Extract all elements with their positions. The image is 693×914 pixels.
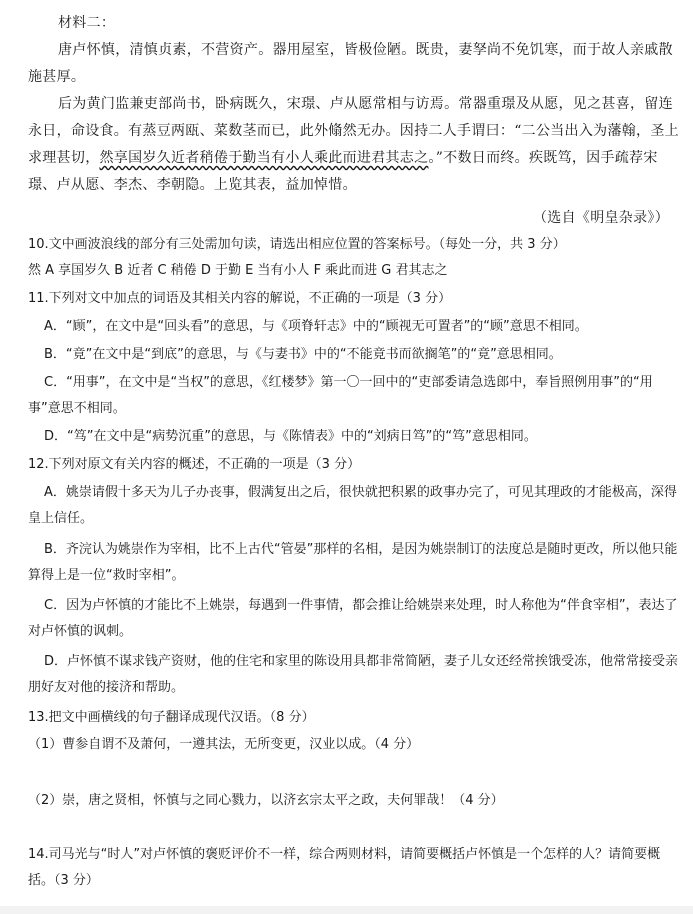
q13-stem: 13.把文中画横线的句子翻译成现代汉语。（8 分） bbox=[28, 710, 315, 725]
material-heading: 材料二： bbox=[58, 15, 116, 31]
material-paragraph-1: 唐卢怀慎，清慎贞素，不营资产。器用屋室，皆极俭陋。既贵，妻孥尚不免饥寒，而于故人亲戚散施甚厚。 bbox=[28, 42, 673, 85]
q11-stem: 11.下列对文中加点的词语及其相关内容的解说，不正确的一项是（3 分） bbox=[28, 291, 452, 306]
q11-option-a: A．“顾”，在文中是“回头看”的意思，与《项脊轩志》中的“顾视无可置者”的“顾”意思不相同。 bbox=[44, 319, 588, 334]
wavy-underlined-sentence: 然享国岁久近者稍倦于勤当有小人乘此而进君其志之 bbox=[99, 150, 429, 166]
page-bottom-edge bbox=[0, 906, 693, 914]
material-paragraph-2: 后为黄门监兼吏部尚书，卧病既久，宋璟、卢从愿常相与访焉。常器重璟及从愿，见之甚喜，留连永日，命设食。有蒸豆两瓯、菜数茎而已，此外翛然无办。因持二人手谓曰：“二公当出入为藩翰，圣上求理甚切，然享国岁久近者稍倦于勤当有小人乘此而进君其志之。”不数日而终。疾既笃，因手疏荐宋璟、卢从愿、李杰、李朝隐。上览其表，益加悼惜。 bbox=[28, 96, 679, 193]
material-source: （选自《明皇杂录》） bbox=[533, 210, 669, 226]
q14-stem: 14.司马光与“时人”对卢怀慎的褒贬评价不一样，综合两则材料，请简要概括卢怀慎是一个怎样的人？请简要概括。（3 分） bbox=[28, 847, 661, 888]
q10-stem: 10.文中画波浪线的部分有三处需加句读，请选出相应位置的答案标号。（每处一分，共 3 分） bbox=[28, 237, 566, 252]
q12-option-b: B．齐浣认为姚崇作为宰相，比不上古代“管晏”那样的名相，是因为姚崇制订的法度总是随时更改，所以他只能算得上是一位“救时宰相”。 bbox=[28, 542, 678, 583]
q12-option-d: D．卢怀慎不谋求钱产资财，他的住宅和家里的陈设用具都非常简陋，妻子儿女还经常挨饿受冻，他常常接受亲朋好友对他的接济和帮助。 bbox=[28, 654, 679, 695]
q11-option-c: C．“用事”，在文中是“当权”的意思，《红楼梦》第一〇一回中的“吏部委请急选郎中，奉旨照例用事”的“用事”意思不相同。 bbox=[28, 375, 653, 416]
q10-line: 然 A 享国岁久 B 近者 C 稍倦 D 于勤 E 当有小人 F 乘此而进 G 君其志之 bbox=[28, 263, 448, 278]
q11-option-b: B．“竟”在文中是“到底”的意思，与《与妻书》中的“不能竟书而欲搁笔”的“竟”意思相同。 bbox=[44, 347, 562, 362]
q13-sentence-1: （1）曹参自谓不及萧何，一遵其法，无所变更，汉业以成。（4 分） bbox=[28, 737, 420, 752]
q12-option-a: A．姚崇请假十多天为儿子办丧事，假满复出之后，很快就把积累的政事办完了，可见其理政的才能极高，深得皇上信任。 bbox=[28, 485, 677, 526]
q12-stem: 12.下列对原文有关内容的概述，不正确的一项是（3 分） bbox=[28, 457, 361, 472]
q11-option-d: D．“笃”在文中是“病势沉重”的意思，与《陈情表》中的“刘病日笃”的“笃”意思相同。 bbox=[44, 429, 537, 444]
q13-sentence-2: （2）崇，唐之贤相，怀慎与之同心戮力，以济玄宗太平之政，夫何罪哉！（4 分） bbox=[28, 793, 504, 808]
q12-option-c: C．因为卢怀慎的才能比不上姚崇，每遇到一件事情，都会推让给姚崇来处理，时人称他为“伴食宰相”，表达了对卢怀慎的讽刺。 bbox=[28, 598, 678, 639]
